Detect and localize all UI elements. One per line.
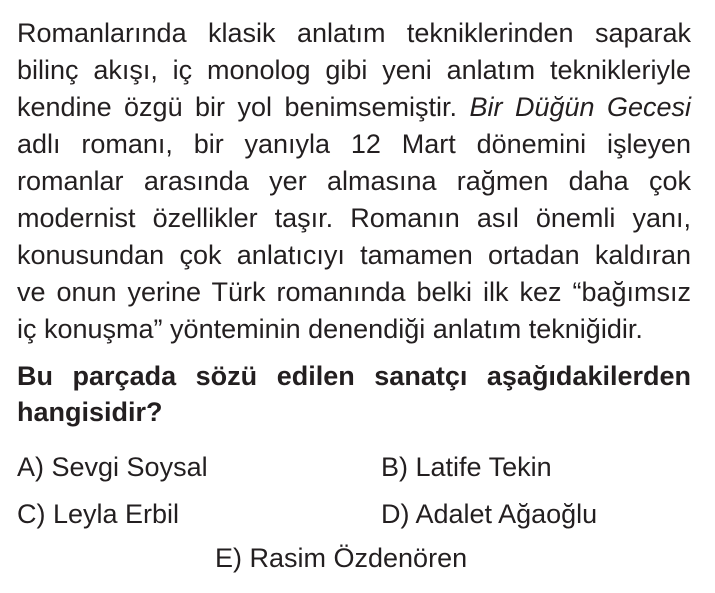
passage-line: adlı romanı, bir yanıyla 12 Mart dönemini işleyen: [17, 129, 691, 159]
question-stem: [17, 358, 691, 430]
passage-line: romanlar arasında yer almasına rağmen daha çok: [17, 166, 691, 196]
passage-line-text: kendine özgü bir yol benimsemiştir.: [17, 92, 470, 122]
option-b[interactable]: B) Latife Tekin: [381, 452, 552, 482]
passage-line: modernist özellikler taşır. Romanın asıl önemli yanı,: [17, 203, 691, 233]
option-a[interactable]: A) Sevgi Soysal: [17, 452, 208, 482]
question-line: hangisidir?: [17, 397, 163, 427]
passage-line: bilinç akışı, iç monolog gibi yeni anlatım teknikleriyle: [17, 55, 691, 85]
novel-title: Bir Düğün Gecesi: [469, 92, 691, 122]
passage-line: Romanlarında klasik anlatım tekniklerinden saparak: [17, 18, 691, 48]
passage-line: konusundan çok anlatıcıyı tamamen ortadan kaldıran: [17, 240, 691, 270]
passage-line: ve onun yerine Türk romanında belki ilk kez “bağımsız: [17, 277, 691, 307]
option-d[interactable]: D) Adalet Ağaoğlu: [381, 499, 598, 529]
option-e[interactable]: E) Rasim Özdenören: [215, 543, 468, 573]
passage-line: iç konuşma” yönteminin denendiği anlatım tekniğidir.: [17, 314, 643, 344]
passage-text: [17, 15, 691, 348]
option-c[interactable]: C) Leyla Erbil: [17, 499, 180, 529]
question-line: Bu parçada sözü edilen sanatçı aşağıdakilerden: [17, 361, 691, 391]
passage-line: [17, 89, 691, 126]
